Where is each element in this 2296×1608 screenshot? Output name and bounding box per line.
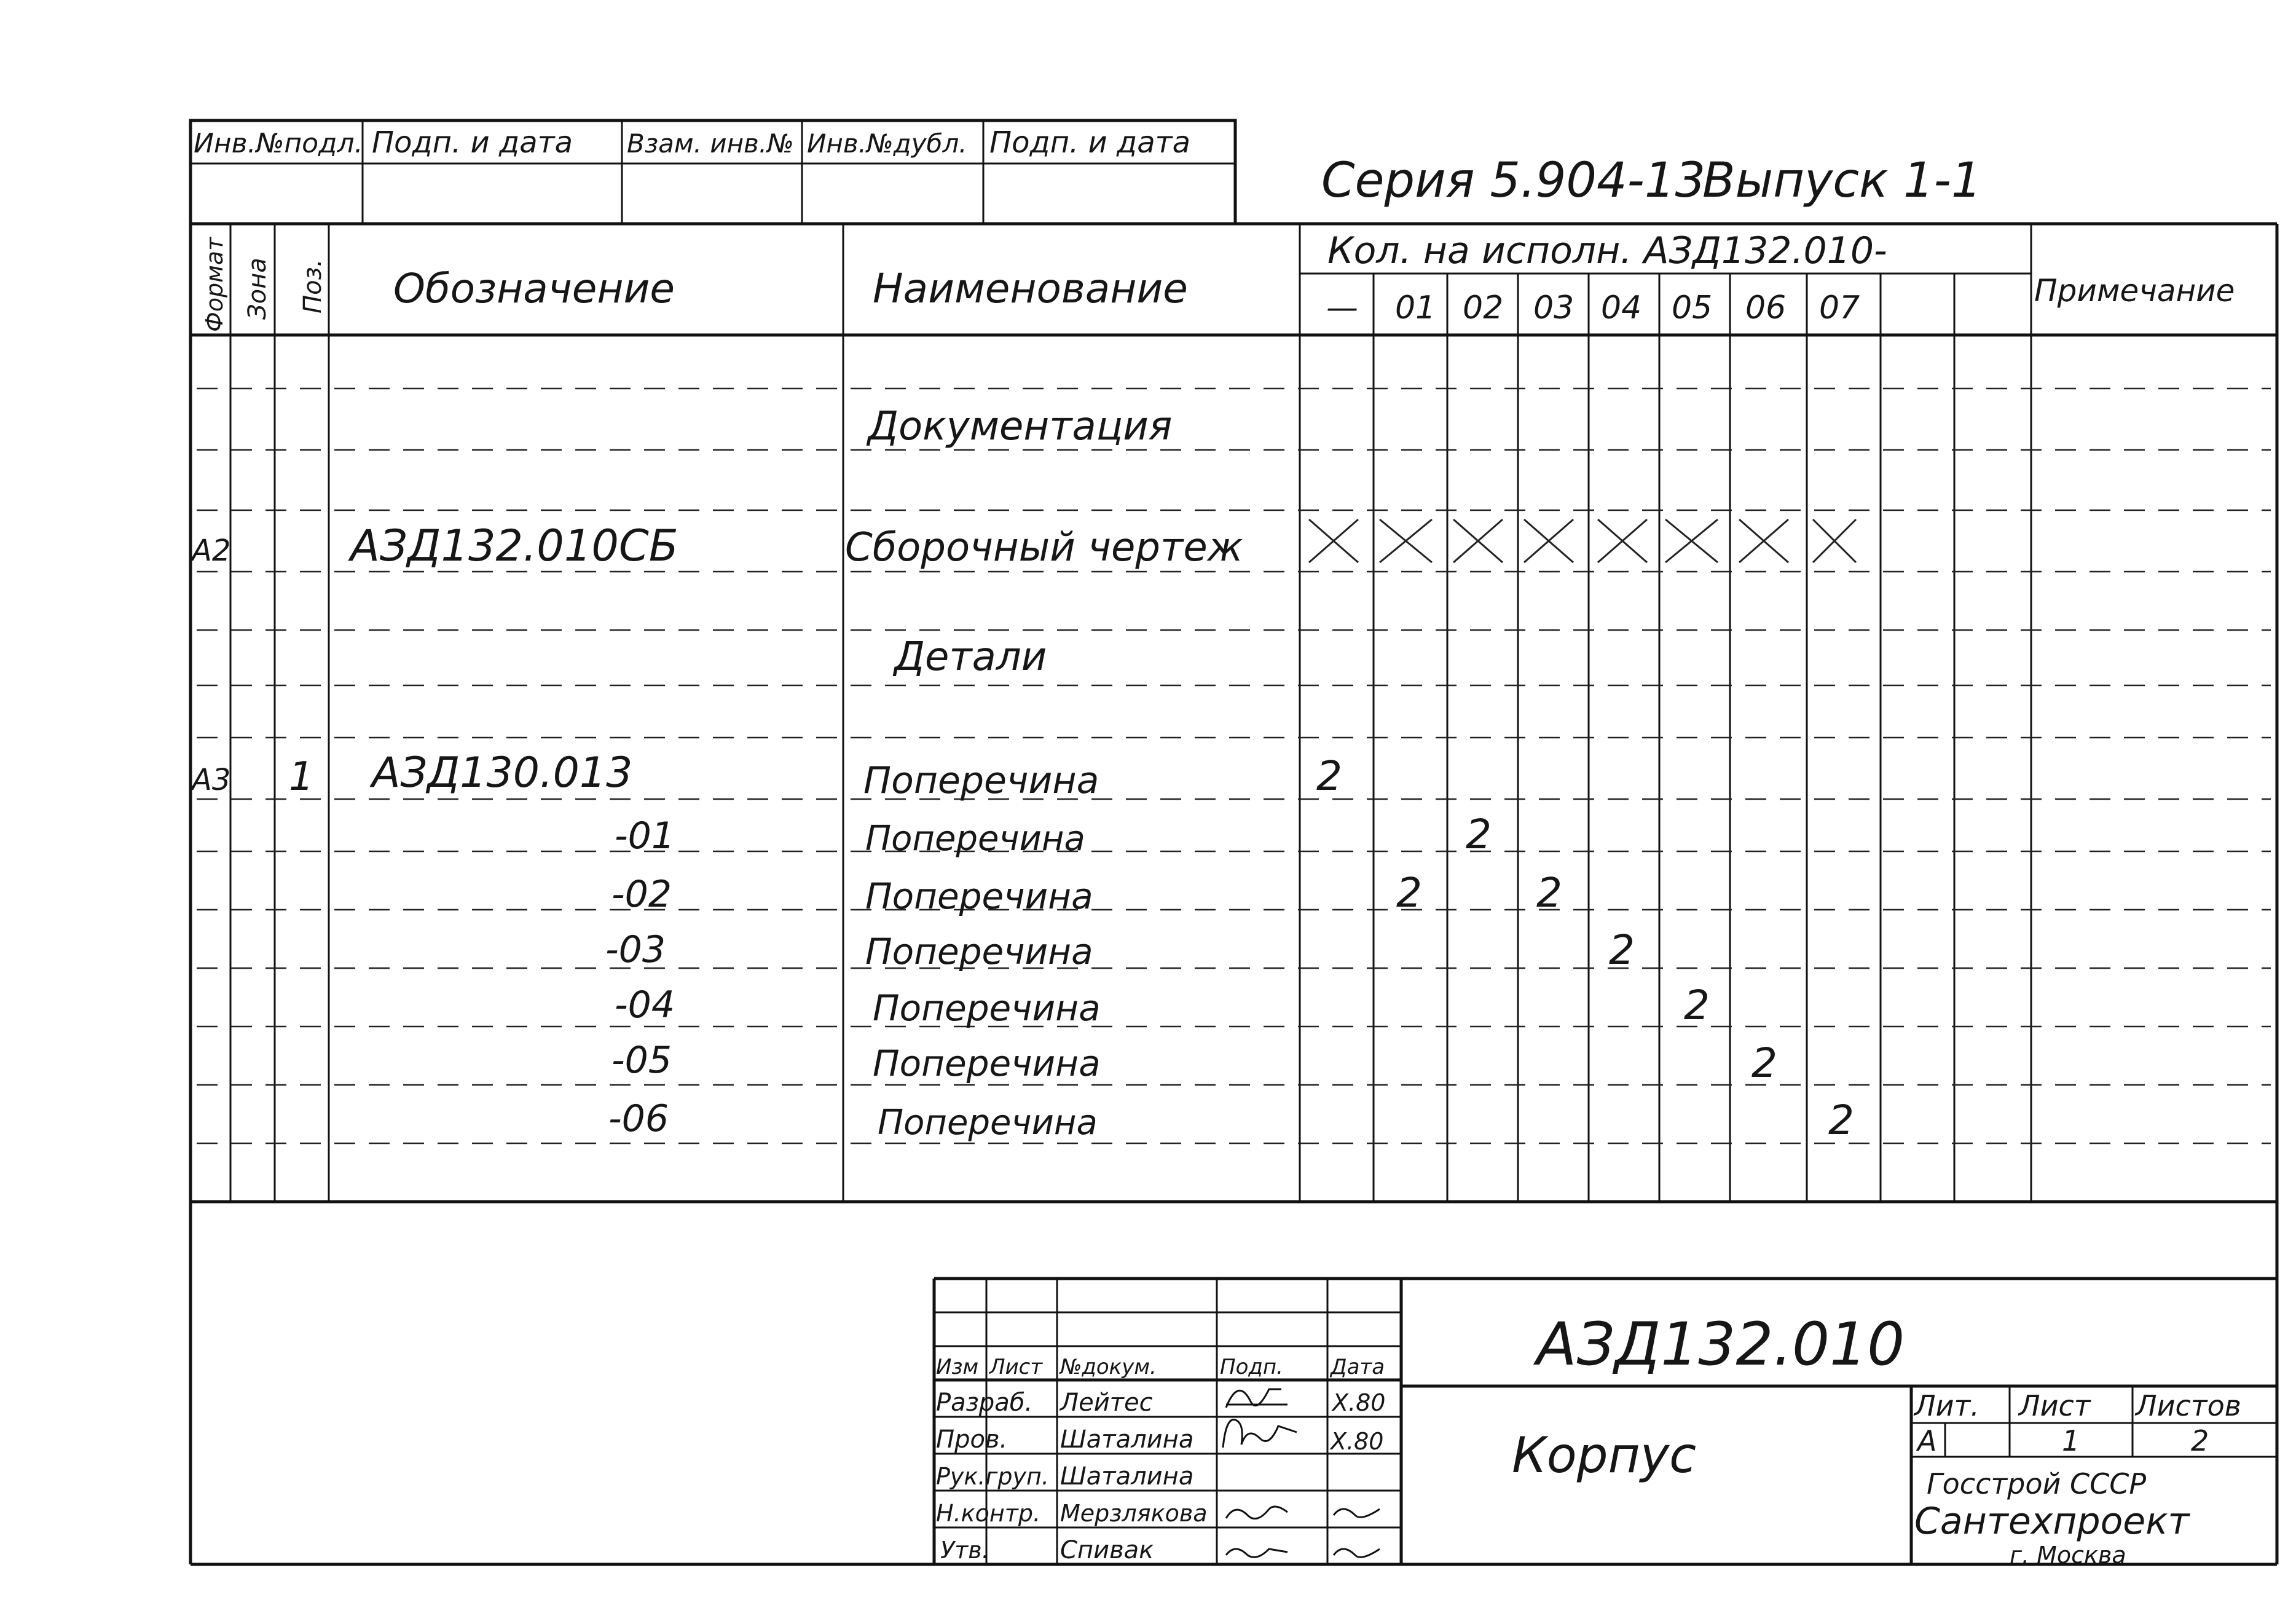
- signature-icon: [1226, 1507, 1288, 1519]
- qty-value: 2: [1316, 752, 1342, 800]
- tb-header-doc-no: №докум.: [1060, 1355, 1157, 1379]
- row-designation: -02: [611, 873, 672, 916]
- org-line-1: Госстрой СССР: [1927, 1467, 2147, 1500]
- sheet-value: 1: [2062, 1424, 2080, 1457]
- stamp-header-sign-date-2: Подп. и дата: [989, 125, 1190, 160]
- qty-col-header: 03: [1533, 290, 1575, 326]
- qty-col-header: 07: [1819, 290, 1860, 326]
- col-pos-header: Поз.: [299, 259, 327, 313]
- section-documentation: Документация: [868, 404, 1173, 449]
- col-note-header: Примечание: [2034, 273, 2235, 309]
- row-name: Поперечина: [863, 759, 1099, 802]
- qty-col-header: 06: [1745, 290, 1787, 326]
- tb-role: Пров.: [936, 1425, 1008, 1454]
- col-zone-header: Зона: [243, 258, 272, 320]
- qty-col-header: 02: [1463, 290, 1504, 326]
- signature-icon: [1334, 1549, 1380, 1557]
- qty-value: 2: [1609, 926, 1635, 974]
- doc-number: АЗД132.010: [1536, 1310, 1905, 1379]
- row-pos: 1: [289, 754, 314, 800]
- row-name: Поперечина: [865, 931, 1093, 972]
- row-designation: АЗД132.010СБ: [350, 521, 678, 571]
- qty-value: 2: [1684, 982, 1710, 1029]
- tb-header-date: Дата: [1331, 1355, 1385, 1379]
- row-name: Поперечина: [873, 987, 1101, 1029]
- row-designation: -05: [611, 1039, 672, 1082]
- qty-value: 2: [1396, 869, 1422, 916]
- tb-person: Шаталина: [1060, 1425, 1194, 1454]
- sheets-label: Листов: [2136, 1389, 2241, 1422]
- sheet-label: Лист: [2019, 1389, 2091, 1422]
- tb-header-sheet: Лист: [989, 1355, 1043, 1379]
- qty-col-header: 01: [1395, 290, 1436, 326]
- qty-value: 2: [1751, 1039, 1777, 1087]
- lit-label: Лит.: [1914, 1389, 1980, 1422]
- inventory-stamp: [191, 120, 1235, 224]
- title-block: [934, 1279, 2277, 1569]
- row-name: Сборочный чертеж: [845, 525, 1243, 570]
- col-designation-header: Обозначение: [393, 265, 675, 312]
- qty-col-header: —: [1326, 290, 1358, 326]
- sheets-value: 2: [2191, 1424, 2209, 1457]
- row-format: А2: [192, 534, 231, 568]
- signature-icon: [1334, 1509, 1380, 1517]
- tb-role: Рук.груп.: [936, 1463, 1049, 1490]
- qty-value: 2: [1828, 1097, 1854, 1144]
- qty-header: Кол. на исполн. АЗД132.010-: [1327, 229, 1887, 272]
- series-label: Серия 5.904-13: [1321, 153, 1706, 208]
- tb-person: Шаталина: [1060, 1462, 1194, 1491]
- stamp-header-inv-orig: Инв.№подл.: [194, 128, 363, 159]
- tb-person: Спивак: [1060, 1536, 1154, 1564]
- qty-value: 2: [1466, 811, 1492, 858]
- row-designation: -01: [615, 814, 675, 857]
- tb-role: Н.контр.: [936, 1500, 1041, 1527]
- tb-role: Утв.: [940, 1537, 989, 1564]
- qty-col-header: 04: [1601, 290, 1642, 326]
- row-format: А3: [192, 763, 231, 797]
- row-name: Поперечина: [865, 819, 1085, 859]
- tb-role: Разраб.: [936, 1389, 1033, 1417]
- signature-icon: [1226, 1389, 1288, 1408]
- org-line-3: г. Москва: [2010, 1542, 2126, 1569]
- row-name: Поперечина: [878, 1103, 1098, 1143]
- issue-label: Выпуск 1-1: [1702, 153, 1982, 208]
- col-name-header: Наименование: [873, 265, 1188, 312]
- stamp-header-sign-date-1: Подп. и дата: [372, 125, 573, 160]
- stamp-header-replace-inv: Взам. инв.№: [627, 128, 794, 159]
- tb-header-sign: Подп.: [1220, 1355, 1283, 1379]
- org-line-2: Сантехпроект: [1914, 1500, 2190, 1543]
- row-name: Поперечина: [865, 875, 1093, 917]
- tb-header-change: Изм: [936, 1355, 979, 1379]
- stamp-header-dup-inv: Инв.№дубл.: [807, 128, 967, 159]
- section-parts: Детали: [894, 634, 1047, 680]
- row-designation: АЗД130.013: [372, 749, 633, 797]
- row-designation: -06: [608, 1097, 669, 1140]
- tb-person: Мерзлякова: [1060, 1500, 1208, 1527]
- doc-title: Корпус: [1512, 1427, 1697, 1484]
- signature-icon: [1223, 1420, 1297, 1448]
- signature-icon: [1226, 1549, 1288, 1557]
- row-name: Поперечина: [873, 1042, 1101, 1084]
- tb-date: X.80: [1332, 1389, 1386, 1416]
- row-designation: -03: [605, 928, 666, 971]
- col-format-header: Формат: [201, 237, 228, 332]
- assembly-drawing-crosses: [1309, 519, 1856, 562]
- qty-col-header: 05: [1672, 290, 1713, 326]
- tb-date: X.80: [1331, 1428, 1384, 1455]
- qty-value: 2: [1536, 869, 1562, 916]
- tb-person: Лейтес: [1060, 1389, 1153, 1417]
- row-designation: -04: [615, 983, 675, 1027]
- lit-value: А: [1917, 1424, 1937, 1457]
